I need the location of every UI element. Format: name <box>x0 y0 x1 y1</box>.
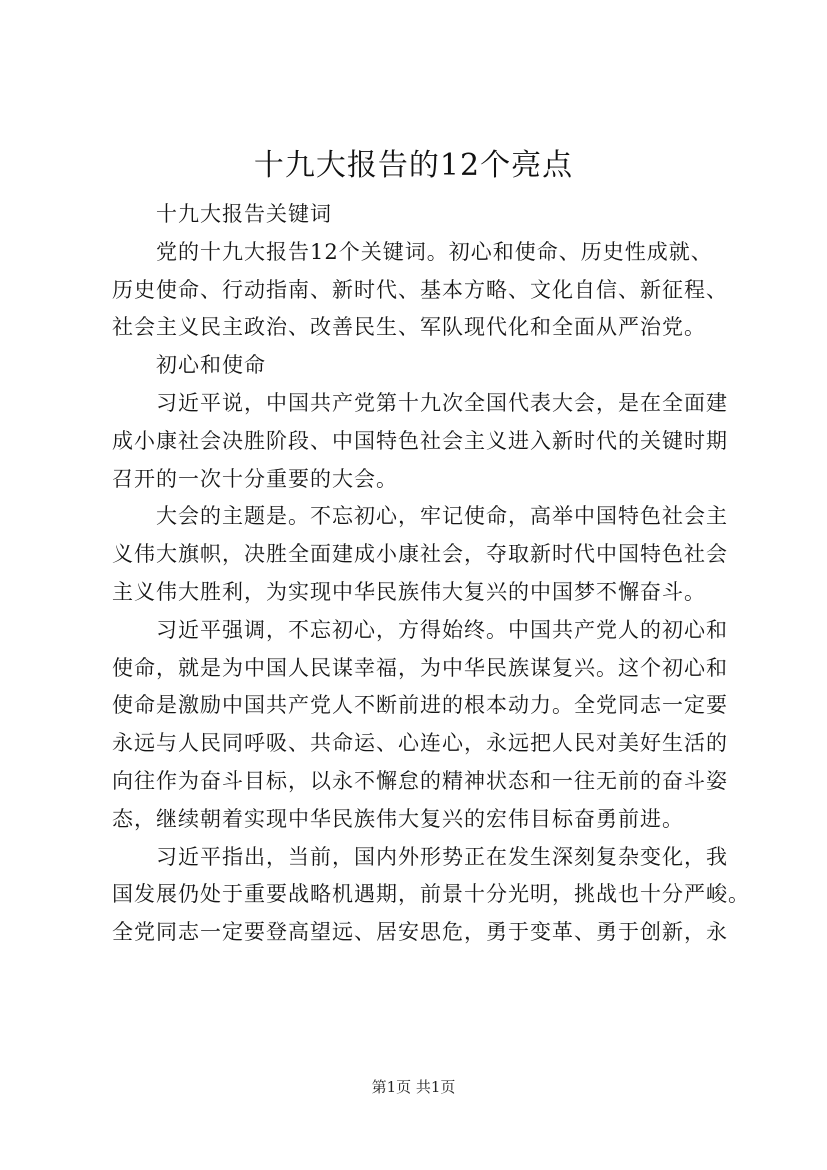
paragraph-line: 成小康社会决胜阶段、中国特色社会主义进入新时代的关键时期 <box>112 428 728 453</box>
paragraph-line: 召开的一次十分重要的大会。 <box>112 466 398 491</box>
paragraph-line: 主义伟大胜利，为实现中华民族伟大复兴的中国梦不懈奋斗。 <box>112 579 706 604</box>
section-heading-mission: 初心和使命 <box>156 353 266 378</box>
page-footer: 第1页 共1页 <box>371 1078 456 1096</box>
paragraph-line: 使命，就是为中国人民谋幸福，为中华民族谋复兴。这个初心和 <box>112 655 728 680</box>
paragraph-line: 党的十九大报告12个关键词。初心和使命、历史性成就、 <box>156 239 713 264</box>
paragraph-line: 历史使命、行动指南、新时代、基本方略、文化自信、新征程、 <box>112 277 728 302</box>
document-title: 十九大报告的12个亮点 <box>253 148 574 183</box>
paragraph-line: 社会主义民主政治、改善民生、军队现代化和全面从严治党。 <box>112 315 706 340</box>
paragraph-line: 大会的主题是。不忘初心，牢记使命，高举中国特色社会主 <box>156 504 728 529</box>
paragraph-line: 永远与人民同呼吸、共命运、心连心，永远把人民对美好生活的 <box>112 731 728 756</box>
document-body <box>112 196 750 952</box>
paragraph-line: 国发展仍处于重要战略机遇期，前景十分光明，挑战也十分严峻。 <box>112 882 750 907</box>
paragraph-line: 全党同志一定要登高望远、居安思危，勇于变革、勇于创新，永 <box>112 920 728 945</box>
paragraph-line: 习近平指出，当前，国内外形势正在发生深刻复杂变化，我 <box>156 844 728 869</box>
paragraph-line: 态，继续朝着实现中华民族伟大复兴的宏伟目标奋勇前进。 <box>112 806 684 831</box>
section-heading-keywords: 十九大报告关键词 <box>156 202 332 226</box>
paragraph-line: 习近平说，中国共产党第十九次全国代表大会，是在全面建 <box>156 390 728 415</box>
paragraph-line: 习近平强调，不忘初心，方得始终。中国共产党人的初心和 <box>156 617 728 642</box>
paragraph-line: 向往作为奋斗目标，以永不懈怠的精神状态和一往无前的奋斗姿 <box>112 768 728 793</box>
paragraph-line: 义伟大旗帜，决胜全面建成小康社会，夺取新时代中国特色社会 <box>112 542 728 567</box>
paragraph-line: 使命是激励中国共产党人不断前进的根本动力。全党同志一定要 <box>112 693 728 718</box>
